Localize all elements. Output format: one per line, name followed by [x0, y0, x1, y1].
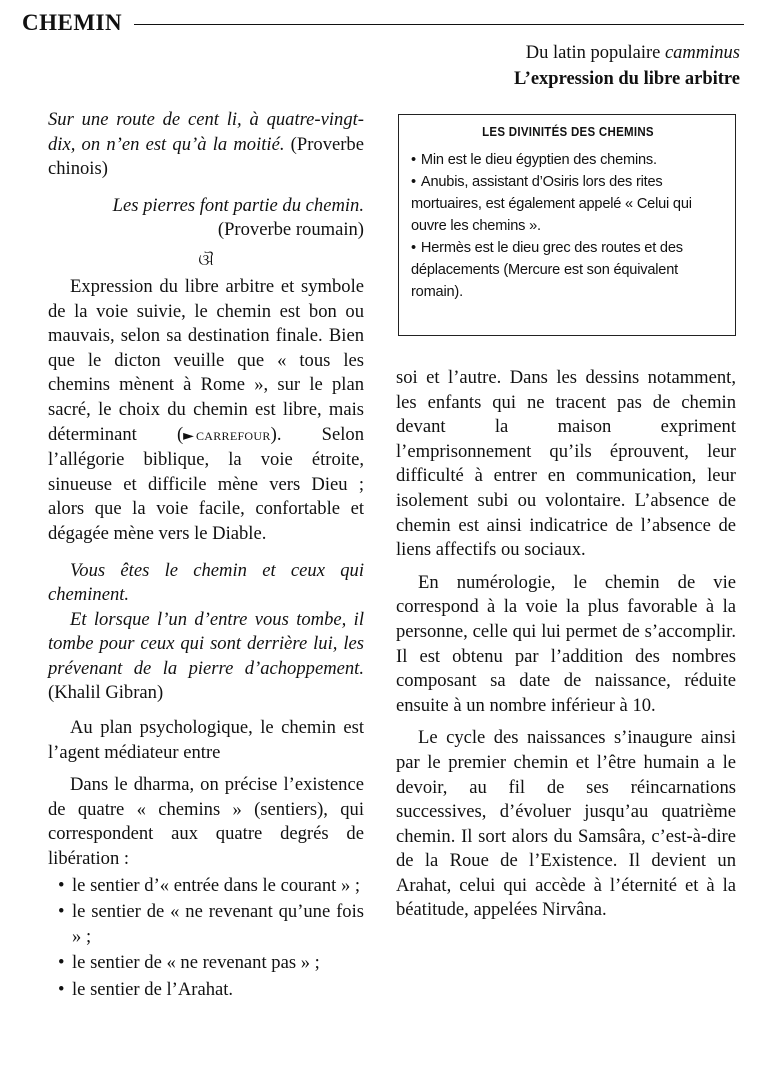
etymology-prefix: Du latin populaire	[525, 43, 665, 63]
dharma-paths-list	[48, 874, 364, 1003]
sidebar-title: LES DIVINITÉS DES CHEMINS	[482, 125, 654, 139]
intro-text-end: ). Selon l’allégorie biblique, la voie étroite, sinueuse et difficile mène vers Dieu ; alors que la voie facile, confortable et dégagée mène vers le Diable.	[48, 423, 364, 544]
etymology-latin-word: camminus	[664, 43, 740, 63]
list-item: • le sentier de « ne revenant pas » ;	[48, 951, 364, 976]
sidebar-item: • Min est le dieu égyptien des chemins.	[411, 149, 725, 171]
list-item: • le sentier de l’Arahat.	[48, 978, 364, 1003]
etymology-line	[514, 40, 740, 66]
gibran-line-2-text: Et lorsque l’un d’entre vous tombe, il tombe pour ceux qui sont derrière lui, les prévenant de la pierre d’achoppement.	[48, 608, 364, 679]
gibran-line-2	[48, 608, 364, 706]
right-column	[396, 366, 736, 923]
sidebar-list	[411, 149, 725, 303]
paragraph-gap	[396, 718, 736, 726]
headword-row	[22, 8, 744, 38]
crossref-arrow-icon: ►	[183, 427, 194, 444]
numerology-paragraph: En numérologie, le chemin de vie correspond à la voie la plus favorable à la personne, celle qui lui permet de s’accomplir. Il est obtenu par l’addition des nombres composant sa date de naissance, réduite ensuite à un nombre inférieur à 10.	[396, 571, 736, 716]
quote-gibran	[48, 559, 364, 707]
gibran-line-1-text: Vous êtes le chemin et ceux qui cheminent.	[48, 559, 364, 606]
sidebar-item: • Hermès est le dieu grec des routes et des déplacements (Mercure est son équivalent romain).	[411, 237, 725, 303]
entry-subtitle: L’expression du libre arbitre	[514, 69, 740, 89]
quote-chinese-proverb	[48, 108, 364, 182]
intro-text: Expression du libre arbitre et symbole de la voie suivie, le chemin est bon ou mauvais, selon sa destination finale. Bien que le dicton veuille que « tous les chemins mènent à Rome », sur le plan sacré, le choix du chemin est libre, mais déterminant (	[48, 275, 364, 445]
paragraph-gap	[396, 563, 736, 571]
gibran-line-1	[48, 559, 364, 608]
sidebar-box	[398, 114, 736, 336]
left-column	[48, 108, 364, 1005]
paragraph-gap	[48, 765, 364, 773]
right-paragraph-1: soi et l’autre. Dans les dessins notamment, les enfants qui ne tracent pas de chemin devant la maison expriment l’emprisonnement qu’ils éprouvent, leur difficulté à entrer en communication, leur isolement subi ou volontaire. L’absence de chemin est ainsi indicatrice de l’absence de liens affectifs ou sociaux.	[396, 367, 736, 561]
dharma-paragraph: Dans le dharma, on précise l’existence de quatre « chemins » (sentiers), qui correspondent aux quatre degrés de libération :	[48, 774, 364, 870]
sidebar-item: • Anubis, assistant d’Osiris lors des rites mortuaires, est également appelé « Celui qui ouvre les chemins ».	[411, 171, 725, 237]
quote-text: Les pierres font partie du chemin.	[112, 194, 364, 216]
quote-text: Sur une route de cent li, à quatre-vingt-dix, on n’en est qu’à la moitié.	[48, 109, 364, 155]
gibran-source: (Khalil Gibran)	[48, 682, 164, 704]
headword-rule	[134, 24, 744, 25]
crossref-link: CARREFOUR	[195, 428, 271, 443]
psychology-paragraph: Au plan psychologique, le chemin est l’agent médiateur entre	[48, 717, 364, 763]
quote-source: (Proverbe chinois)	[48, 133, 364, 180]
ornament-icon: ଔ	[198, 251, 214, 269]
list-item: • le sentier d’« entrée dans le courant » ;	[48, 874, 364, 899]
quote-source: (Proverbe roumain)	[217, 219, 364, 241]
quote-romanian-proverb	[48, 194, 364, 243]
intro-paragraph	[48, 275, 364, 547]
etymology-block	[514, 40, 740, 92]
samsara-paragraph: Le cycle des naissances s’inaugure ainsi par le premier chemin et l’être humain a le devoir, au fil de ses réincarnations successives, d’évoluer jusqu’au quatrième chemin. Il sort alors du Samsâra, c’est-à-dire de la Roue de l’Existence. Il devient un Arahat, celui qui accède à l’éternité et à la béatitude, appelées Nirvâna.	[396, 727, 736, 921]
list-item: • le sentier de « ne revenant qu’une fois » ;	[48, 900, 364, 949]
headword: CHEMIN	[22, 10, 123, 35]
